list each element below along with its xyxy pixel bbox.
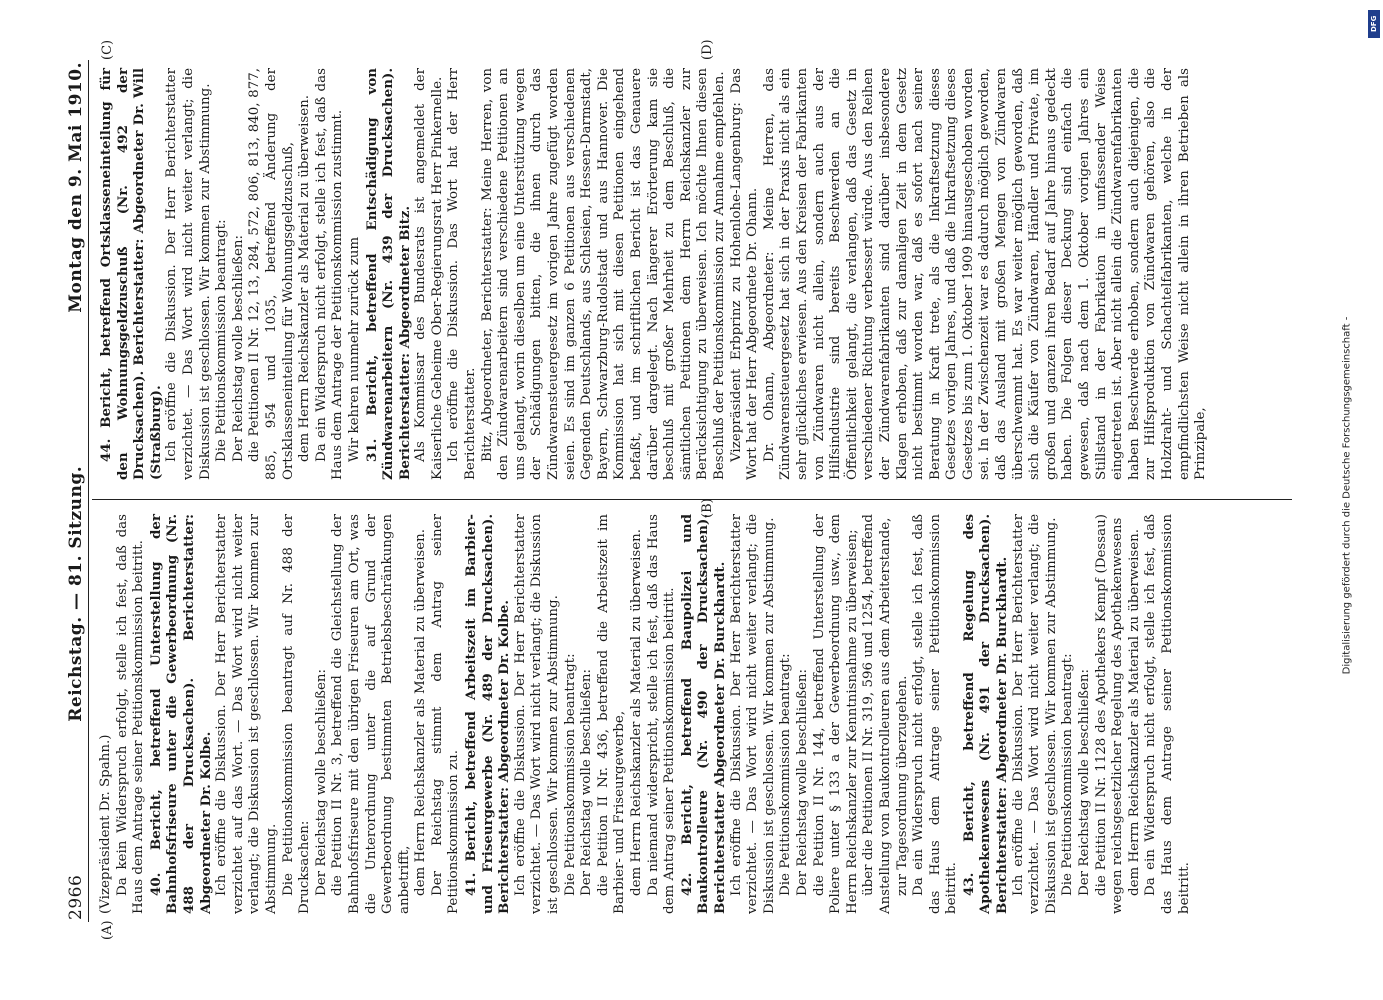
left-running-title: Reichstag. — 81. Sitzung. [66, 465, 86, 722]
column-divider [92, 499, 1292, 500]
report-heading: 41. Bericht, betreffend Arbeitszeit im Barbier- und Friseurgewerbe (Nr. 489 der Drucksachen). Berichterstatter: Abgeordneter Dr. Kolbe. [463, 514, 513, 914]
report-heading: 42. Bericht, betreffend Baupolizei und Baukontrolleure (Nr. 490 der Drucksachen). Berichterstatter Abgeordneter Dr. Burckhardt. [678, 514, 728, 914]
paragraph: dem Herrn Reichskanzler als Material zu überweisen. [297, 94, 313, 462]
margin-marker-a: (A) [100, 920, 115, 940]
paragraph: dem Herrn Reichskanzler als Material zu überweisen. [629, 528, 644, 896]
paragraph: die Petition II Nr. 1128 des Apothekers Kempf (Dessau) wegen reichsgesetzlicher Regelung des Apothekenwesens [1093, 514, 1126, 914]
paragraph: Der Reichstag wolle beschließen: [794, 668, 810, 896]
paragraph: Die Petitionskommission beantragt auf Nr. 488 der Drucksachen: [280, 514, 313, 914]
paragraph: Ich eröffne die Diskussion. Der Herr Berichterstatter verzichtet. — Das Wort wird nicht weiter verlangt; die Diskussion ist geschlossen. Wir kommen zur Abstimmung. [1010, 514, 1059, 914]
report-heading: 40. Bericht, betreffend Unterstellung der Bahnhofsfriseure unter die Gewerbeordnung (Nr. 488 der Drucksachen). Berichterstatter: Abgeordneter Dr. Kolbe. [147, 514, 214, 914]
paragraph: Der Reichstag stimmt dem Antrag seiner Petitionskommission zu. [429, 514, 462, 914]
margin-marker-c: (C) [100, 39, 115, 60]
dfg-logo: DFG [1368, 10, 1380, 38]
report-heading: 43. Bericht, betreffend Regelung des Apothekenwesens (Nr. 491 der Drucksachen). Berichterstatter: Abgeordneter Dr. Burckhardt. [960, 514, 1011, 914]
paragraph: Der Reichstag wolle beschließen: [1077, 668, 1093, 896]
page-number: 2966 [66, 874, 86, 920]
paragraph: Der Reichstag wolle beschließen: [313, 668, 329, 896]
paragraph: Die Petitionskommission beantragt: [778, 653, 794, 896]
right-running-title: Montag den 9. Mai 1910. [66, 62, 86, 313]
paragraph: die Petition II Nr. 3, betreffend die Gleichstellung der Bahnhofsfriseure mit den übrigen Friseuren am Ort, was die Unterordnung unter die auf Grund der Gewerbeordnung bestimmten Betriebsbeschränkungen anbetrifft, [330, 514, 412, 914]
report-heading: 31. Bericht, betreffend Entschädigung von Zündwarenarbeitern (Nr. 439 der Drucksachen). Berichterstatter: Abgeordneter Bitz. [363, 68, 413, 480]
left-column [98, 514, 1193, 914]
paragraph: dem Herrn Reichskanzler als Material zu überweisen. [413, 528, 429, 896]
speech-paragraph: Dr. Ohann, Abgeordneter: Meine Herren, das Zündwarensteuergesetz hat sich in der Praxis nicht als ein sehr glückliches erwiesen. Aus den Kreisen der Fabrikanten von Zündwaren nicht allein, sondern auch aus der Hilfsindustrie sind bereits Beschwerden an die Öffentlichkeit gelangt, die verlangen, daß das Gesetz in verschiedener Richtung verbessert würde. Aus den Reihen der Zündwarenfabrikanten sind darüber insbesondere Klagen erhoben, daß zur damaligen Zeit in dem Gesetz nicht bestimmt worden war, daß es sofort nach seiner Beratung in Kraft trete, als die Inkraftsetzung dieses Gesetzes vorigen Jahres, und daß die Inkraftsetzung dieses Gesetzes bis zum 1. Oktober 1909 hinausgeschoben worden sei. In der Zwischenzeit war es dadurch möglich geworden, daß das Ausland mit großen Mengen von Zündwaren überschwemmt hat. Es war weiter möglich geworden, daß sich die Käufer von Zündwaren, Händler und Private, im großen und ganzen ihren Bedarf auf Jahre hinaus gedeckt haben. Die Folgen dieser Deckung sind einfach die gewesen, daß nach dem 1. Oktober vorigen Jahres ein Stillstand in der Fabrikation in umfassender Weise eingetreten ist. Aber nicht allein die Zündwarenfabrikanten haben Beschwerde erhoben, sondern auch diejenigen, die zur Hilfsproduktion von Zündwaren gehören, also die Holzdraht- und Schachtelfabrikanten, welche in der empfindlichsten Weise nicht allein in ihren Betrieben als Prinzipale, [761, 68, 1209, 480]
paragraph: Wir kehren nunmehr zurück zum [346, 236, 362, 462]
paragraph: Als Kommissar des Bundesrats ist angemeldet der Kaiserliche Geheime Ober-Regierungsrat Herr Pinkernelle. [413, 68, 445, 480]
paragraph: Da ein Widerspruch nicht erfolgt, stelle ich fest, daß das Haus dem Antrage seiner Petitionskommission beitritt. [1143, 514, 1192, 914]
paragraph: über die Petitionen II Nr. 319, 596 und 1254, betreffend Anstellung von Baukontrolleuren aus dem Arbeiterstande, [861, 514, 893, 914]
speech-paragraph: Bitz, Abgeordneter, Berichterstatter: Meine Herren, von den Zündwarenarbeitern sind verschiedene Petitionen an uns gelangt, worin dieselben um eine Unterstützung wegen der Schädigungen bitten, die ihnen durch das Zündwarensteuergesetz im vorigen Jahre zugefügt worden seien. Es sind im ganzen 6 Petitionen aus verschiedenen Gegenden Deutschlands, aus Schlesien, Hessen-Darmstadt, Bayern, Schwarzburg-Rudolstadt und aus Hannover. Die Kommission hat sich mit diesen Petitionen eingehend befaßt, und im schriftlichen Bericht ist das Genauere darüber dargelegt. Nach längerer Erörterung kam sie beschluß mit großer Mehrheit zu dem Beschluß, die sämtlichen Petitionen dem Herrn Reichskanzler zur Berücksichtigung zu überweisen. Ich möchte Ihnen diesen Beschluß der Petitionskommission zur Annahme empfehlen. [479, 68, 727, 480]
paragraph: Da ein Widerspruch nicht erfolgt, stelle ich fest, daß das Haus dem Antrage seiner Petitionskommission beitritt. [911, 514, 960, 914]
digitization-credit [1342, 25, 1352, 975]
paragraph: (Vizepräsident Dr. Spahn.) [98, 734, 113, 914]
paragraph: die Petition II Nr. 144, betreffend Unterstellung der Poliere unter § 133 a der Gewerbeordnung usw., dem Herrn Reichskanzler zur Kenntnisnahme zu überweisen; [811, 514, 860, 914]
report-heading: 44. Bericht, betreffend Ortsklasseneinteilung für den Wohnungsgeldzuschuß (Nr. 492 der Drucksachen). Berichterstatter: Abgeordneter Dr. Will (Straßburg). [98, 68, 164, 480]
paragraph: Vizepräsident Erbprinz zu Hohenlohe-Langenburg: Das Wort hat der Herr Abgeordnete Dr. Ohann. [728, 68, 761, 480]
paragraph: Ich eröffne die Diskussion. Der Herr Berichterstatter verzichtet auf das Wort. — Das Wort wird nicht weiter verlangt; die Diskussion ist geschlossen. Wir kommen zur Abstimmung. [214, 514, 279, 914]
paragraph: Ich eröffne die Diskussion. Der Herr Berichterstatter verzichtet. — Das Wort wird nicht weiter verlangt; die Diskussion ist geschlossen. Wir kommen zur Abstimmung. [164, 68, 213, 480]
paragraph: Ich eröffne die Diskussion. Der Herr Berichterstatter verzichtet. — Das Wort wird nicht weiter verlangt; die Diskussion ist geschlossen. Wir kommen zur Abstimmung. [728, 514, 777, 914]
paragraph: zur Tagesordnung überzugehen. [894, 675, 910, 896]
margin-marker-d: (D) [700, 39, 715, 60]
paragraph: Da ein Widerspruch nicht erfolgt, stelle ich fest, daß das Haus dem Antrage der Petitionskommission zustimmt. [313, 68, 346, 480]
paragraph: Der Reichstag wolle beschließen: [579, 668, 595, 896]
paragraph: dem Herrn Reichskanzler als Material zu überweisen. [1126, 528, 1142, 896]
paragraph: Der Reichstag wolle beschließen: [230, 234, 246, 462]
paragraph: Die Petitionskommission beantragt: [1060, 653, 1076, 896]
paragraph: Da kein Widerspruch erfolgt, stelle ich fest, daß das Haus dem Antrage seiner Petitionskommission beitritt. [114, 514, 147, 914]
paragraph: die Petitionen II Nr. 12, 13, 284, 572, 806, 813, 840, 877, 885, 954 und 1035, betreffend Änderung der Ortsklasseneinteilung für Wohnungsgeldzuschuß, [247, 68, 296, 480]
paragraph: Die Petitionskommission beantragt: [214, 219, 230, 462]
right-column [98, 68, 1210, 480]
margin-marker-b: (B) [700, 498, 715, 518]
paragraph: die Petition II Nr. 436, betreffend die Arbeitszeit im Barbier- und Friseurgewerbe, [595, 514, 628, 914]
digitization-credit-text: Digitalisierung gefördert durch die Deutsche Forschungsgemeinschaft - [1341, 316, 1353, 675]
paragraph: Ich eröffne die Diskussion. Der Herr Berichterstatter verzichtet. — Das Wort wird nicht verlangt; die Diskussion ist geschlossen. Wir kommen zur Abstimmung. [512, 514, 562, 914]
paragraph: Ich eröffne die Diskussion. Das Wort hat der Herr Berichterstatter. [446, 68, 479, 480]
page-header [60, 62, 86, 920]
paragraph: Da niemand widerspricht, stelle ich fest, daß das Haus dem Antrag seiner Petitionskommission beitritt. [645, 514, 678, 914]
header-rule [88, 60, 89, 922]
paragraph: Die Petitionskommission beantragt: [562, 653, 578, 896]
